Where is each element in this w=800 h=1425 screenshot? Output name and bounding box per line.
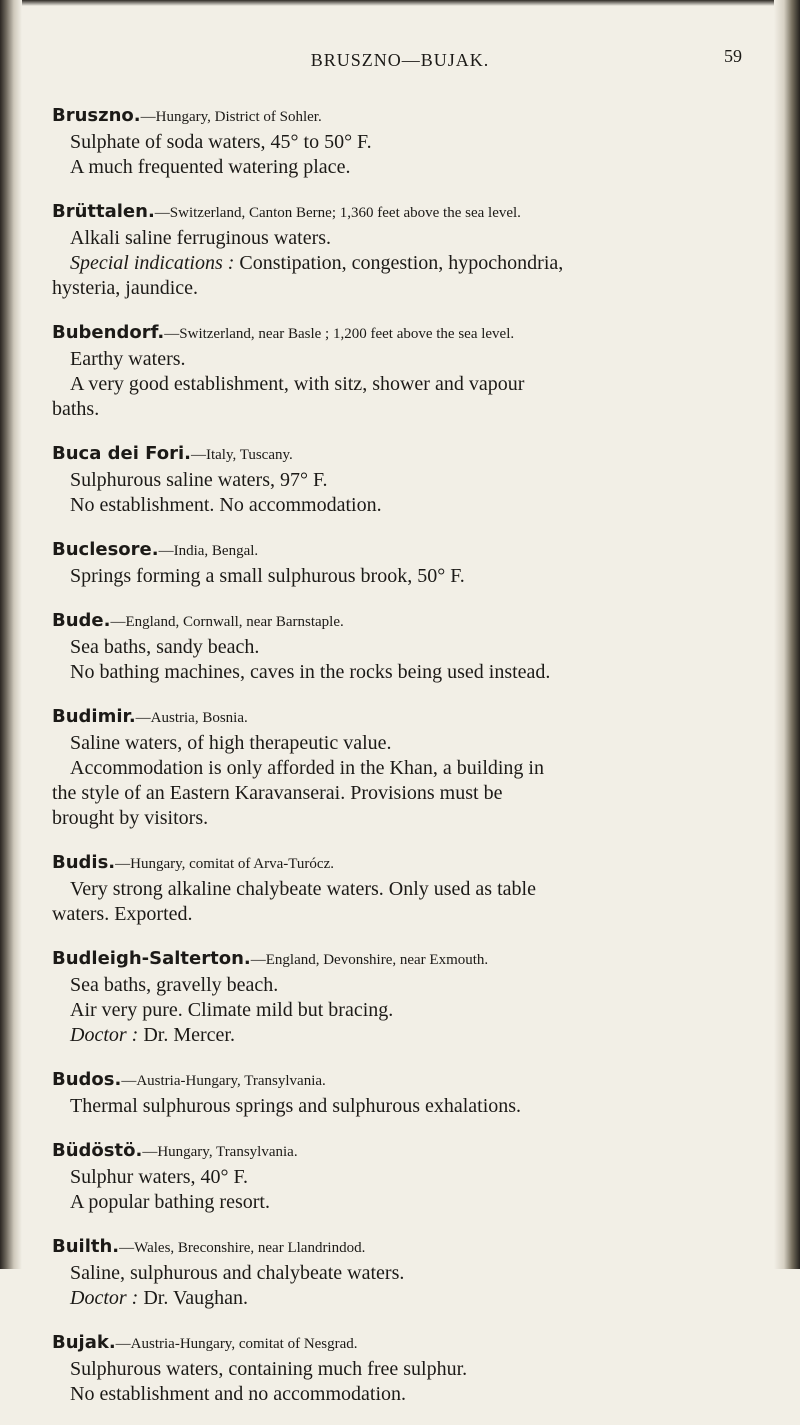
- entry-headword: Brüttalen.: [52, 201, 155, 222]
- entry-line: [52, 1286, 768, 1311]
- entry-line: [52, 564, 768, 589]
- entry-line-text: Air very pure. Climate mild but bracing.: [70, 999, 394, 1021]
- entry-line-text: brought by visitors.: [52, 807, 209, 829]
- entry-headword: Bujak.: [52, 1332, 116, 1353]
- entry-line-text: No establishment. No accommodation.: [70, 494, 382, 516]
- entry-line-text: Sea baths, gravelly beach.: [70, 974, 279, 996]
- entry-line-text: waters. Exported.: [52, 903, 193, 925]
- entry-heading: [52, 849, 768, 877]
- entry-headword: Büdöstö.: [52, 1140, 143, 1161]
- entry-line-text: A much frequented watering place.: [70, 156, 351, 178]
- entry-line-text: Dr. Mercer.: [138, 1024, 235, 1046]
- entry: [52, 1137, 768, 1215]
- entry-heading: [52, 536, 768, 564]
- entry-line: [52, 1261, 768, 1286]
- entry-line-text: Constipation, congestion, hypochondria,: [234, 252, 564, 274]
- entry-heading: [52, 1137, 768, 1165]
- entry-location: —Hungary, Transylvania.: [142, 1144, 298, 1160]
- entry-line-text: Earthy waters.: [70, 348, 186, 370]
- entry-line: [52, 998, 768, 1023]
- entry-line: [52, 397, 768, 422]
- entry-line-text: Alkali saline ferruginous waters.: [70, 227, 332, 249]
- entry-line: [52, 635, 768, 660]
- running-head: BRUSZNO—BUJAK.: [310, 50, 490, 70]
- entry-headword: Buca dei Fori.: [52, 443, 191, 464]
- entry-line: [52, 1165, 768, 1190]
- entry: [52, 1233, 768, 1311]
- entry-location: —Austria-Hungary, comitat of Nesgrad.: [115, 1336, 358, 1352]
- entry-headword: Buclesore.: [52, 539, 159, 560]
- entry-line: [52, 251, 768, 276]
- entry-line-label: Doctor :: [70, 1287, 139, 1309]
- page-edge-shadow: [774, 0, 800, 1269]
- entry-line-text: Springs forming a small sulphurous brook, 50° F.: [70, 565, 465, 587]
- entry-line: [52, 731, 768, 756]
- entry-line-text: Sulphurous saline waters, 97° F.: [70, 469, 328, 491]
- entry-location: —Hungary, District of Sohler.: [140, 109, 322, 125]
- entry-line-text: Sulphate of soda waters, 45° to 50° F.: [70, 131, 372, 153]
- entry-headword: Bubendorf.: [52, 322, 165, 343]
- entry-line: [52, 347, 768, 372]
- entry-line-text: Dr. Vaughan.: [138, 1287, 248, 1309]
- entry-line-text: Sulphurous waters, containing much free sulphur.: [70, 1358, 468, 1380]
- entry-headword: Budis.: [52, 852, 116, 873]
- entry-line: [52, 468, 768, 493]
- entry-location: —Hungary, comitat of Arva-Turócz.: [115, 856, 334, 872]
- page-number: 59: [724, 46, 742, 66]
- entry-line-text: Sulphur waters, 40° F.: [70, 1166, 249, 1188]
- entry-line: [52, 493, 768, 518]
- entry-location: —England, Devonshire, near Exmouth.: [250, 952, 489, 968]
- entry: [52, 1066, 768, 1119]
- entry: [52, 703, 768, 831]
- entry-line: [52, 660, 768, 685]
- entry-location: —England, Cornwall, near Barnstaple.: [110, 614, 344, 630]
- entry-heading: [52, 102, 768, 130]
- entry-line: [52, 1382, 768, 1407]
- entry-line: [52, 1357, 768, 1382]
- entry-headword: Budimir.: [52, 706, 136, 727]
- entry-heading: [52, 1329, 768, 1357]
- entry-headword: Budos.: [52, 1069, 122, 1090]
- entry-line: [52, 372, 768, 397]
- entry-line-text: Sea baths, sandy beach.: [70, 636, 260, 658]
- entry-line: [52, 155, 768, 180]
- entry-location: —Austria, Bosnia.: [135, 710, 248, 726]
- entry-line: [52, 877, 768, 902]
- entry-headword: Bruszno.: [52, 105, 141, 126]
- entry-heading: [52, 945, 768, 973]
- entry: [52, 1329, 768, 1407]
- book-gutter-shadow: [0, 0, 22, 1269]
- entry-headword: Budleigh-Salterton.: [52, 948, 251, 969]
- entry: [52, 607, 768, 685]
- entry-line-text: No establishment and no accommodation.: [70, 1383, 407, 1405]
- entry-heading: [52, 703, 768, 731]
- entry-line: [52, 1190, 768, 1215]
- entry-heading: [52, 440, 768, 468]
- entry: [52, 319, 768, 422]
- entry-line-text: hysteria, jaundice.: [52, 277, 199, 299]
- entry: [52, 198, 768, 301]
- entry: [52, 945, 768, 1048]
- entry-location: —Italy, Tuscany.: [190, 447, 293, 463]
- entry-heading: [52, 1066, 768, 1094]
- entry-line: [52, 1094, 768, 1119]
- entry-line: [52, 806, 768, 831]
- entry: [52, 440, 768, 518]
- entry-line-text: No bathing machines, caves in the rocks being used instead.: [70, 661, 551, 683]
- page-header: [0, 46, 800, 76]
- entry-heading: [52, 607, 768, 635]
- entry-heading: [52, 1233, 768, 1261]
- entry-line-text: baths.: [52, 398, 100, 420]
- page-top-shadow: [0, 0, 800, 6]
- entry-line: [52, 1023, 768, 1048]
- entry-line-text: Accommodation is only afforded in the Khan, a building in: [70, 757, 544, 779]
- entry-line: [52, 902, 768, 927]
- entry-location: —Austria-Hungary, Transylvania.: [121, 1073, 326, 1089]
- entry-line: [52, 756, 768, 781]
- entry-line: [52, 973, 768, 998]
- entry-line: [52, 130, 768, 155]
- entry-line: [52, 781, 768, 806]
- entry-line-text: A very good establishment, with sitz, shower and vapour: [70, 373, 525, 395]
- entry: [52, 536, 768, 589]
- gazetteer-entries: [52, 102, 768, 1425]
- entry-line-text: the style of an Eastern Karavanserai. Provisions must be: [52, 782, 503, 804]
- entry-line: [52, 226, 768, 251]
- entry-line: [52, 276, 768, 301]
- entry-location: —Switzerland, Canton Berne; 1,360 feet above the sea level.: [154, 205, 521, 221]
- entry-line-text: Saline waters, of high therapeutic value.: [70, 732, 392, 754]
- entry-headword: Builth.: [52, 1236, 120, 1257]
- entry-line-text: Saline, sulphurous and chalybeate waters.: [70, 1262, 405, 1284]
- entry-heading: [52, 319, 768, 347]
- entry-line-text: A popular bathing resort.: [70, 1191, 270, 1213]
- entry: [52, 102, 768, 180]
- entry-location: —Wales, Breconshire, near Llandrindod.: [119, 1240, 366, 1256]
- entry-line-label: Special indications :: [70, 252, 235, 274]
- entry-location: —India, Bengal.: [158, 543, 259, 559]
- entry-headword: Bude.: [52, 610, 111, 631]
- entry-line-text: Thermal sulphurous springs and sulphurous exhalations.: [70, 1095, 522, 1117]
- entry-location: —Switzerland, near Basle ; 1,200 feet above the sea level.: [164, 326, 515, 342]
- entry-heading: [52, 198, 768, 226]
- entry: [52, 849, 768, 927]
- entry-line-text: Very strong alkaline chalybeate waters. Only used as table: [70, 878, 536, 900]
- entry-line-label: Doctor :: [70, 1024, 139, 1046]
